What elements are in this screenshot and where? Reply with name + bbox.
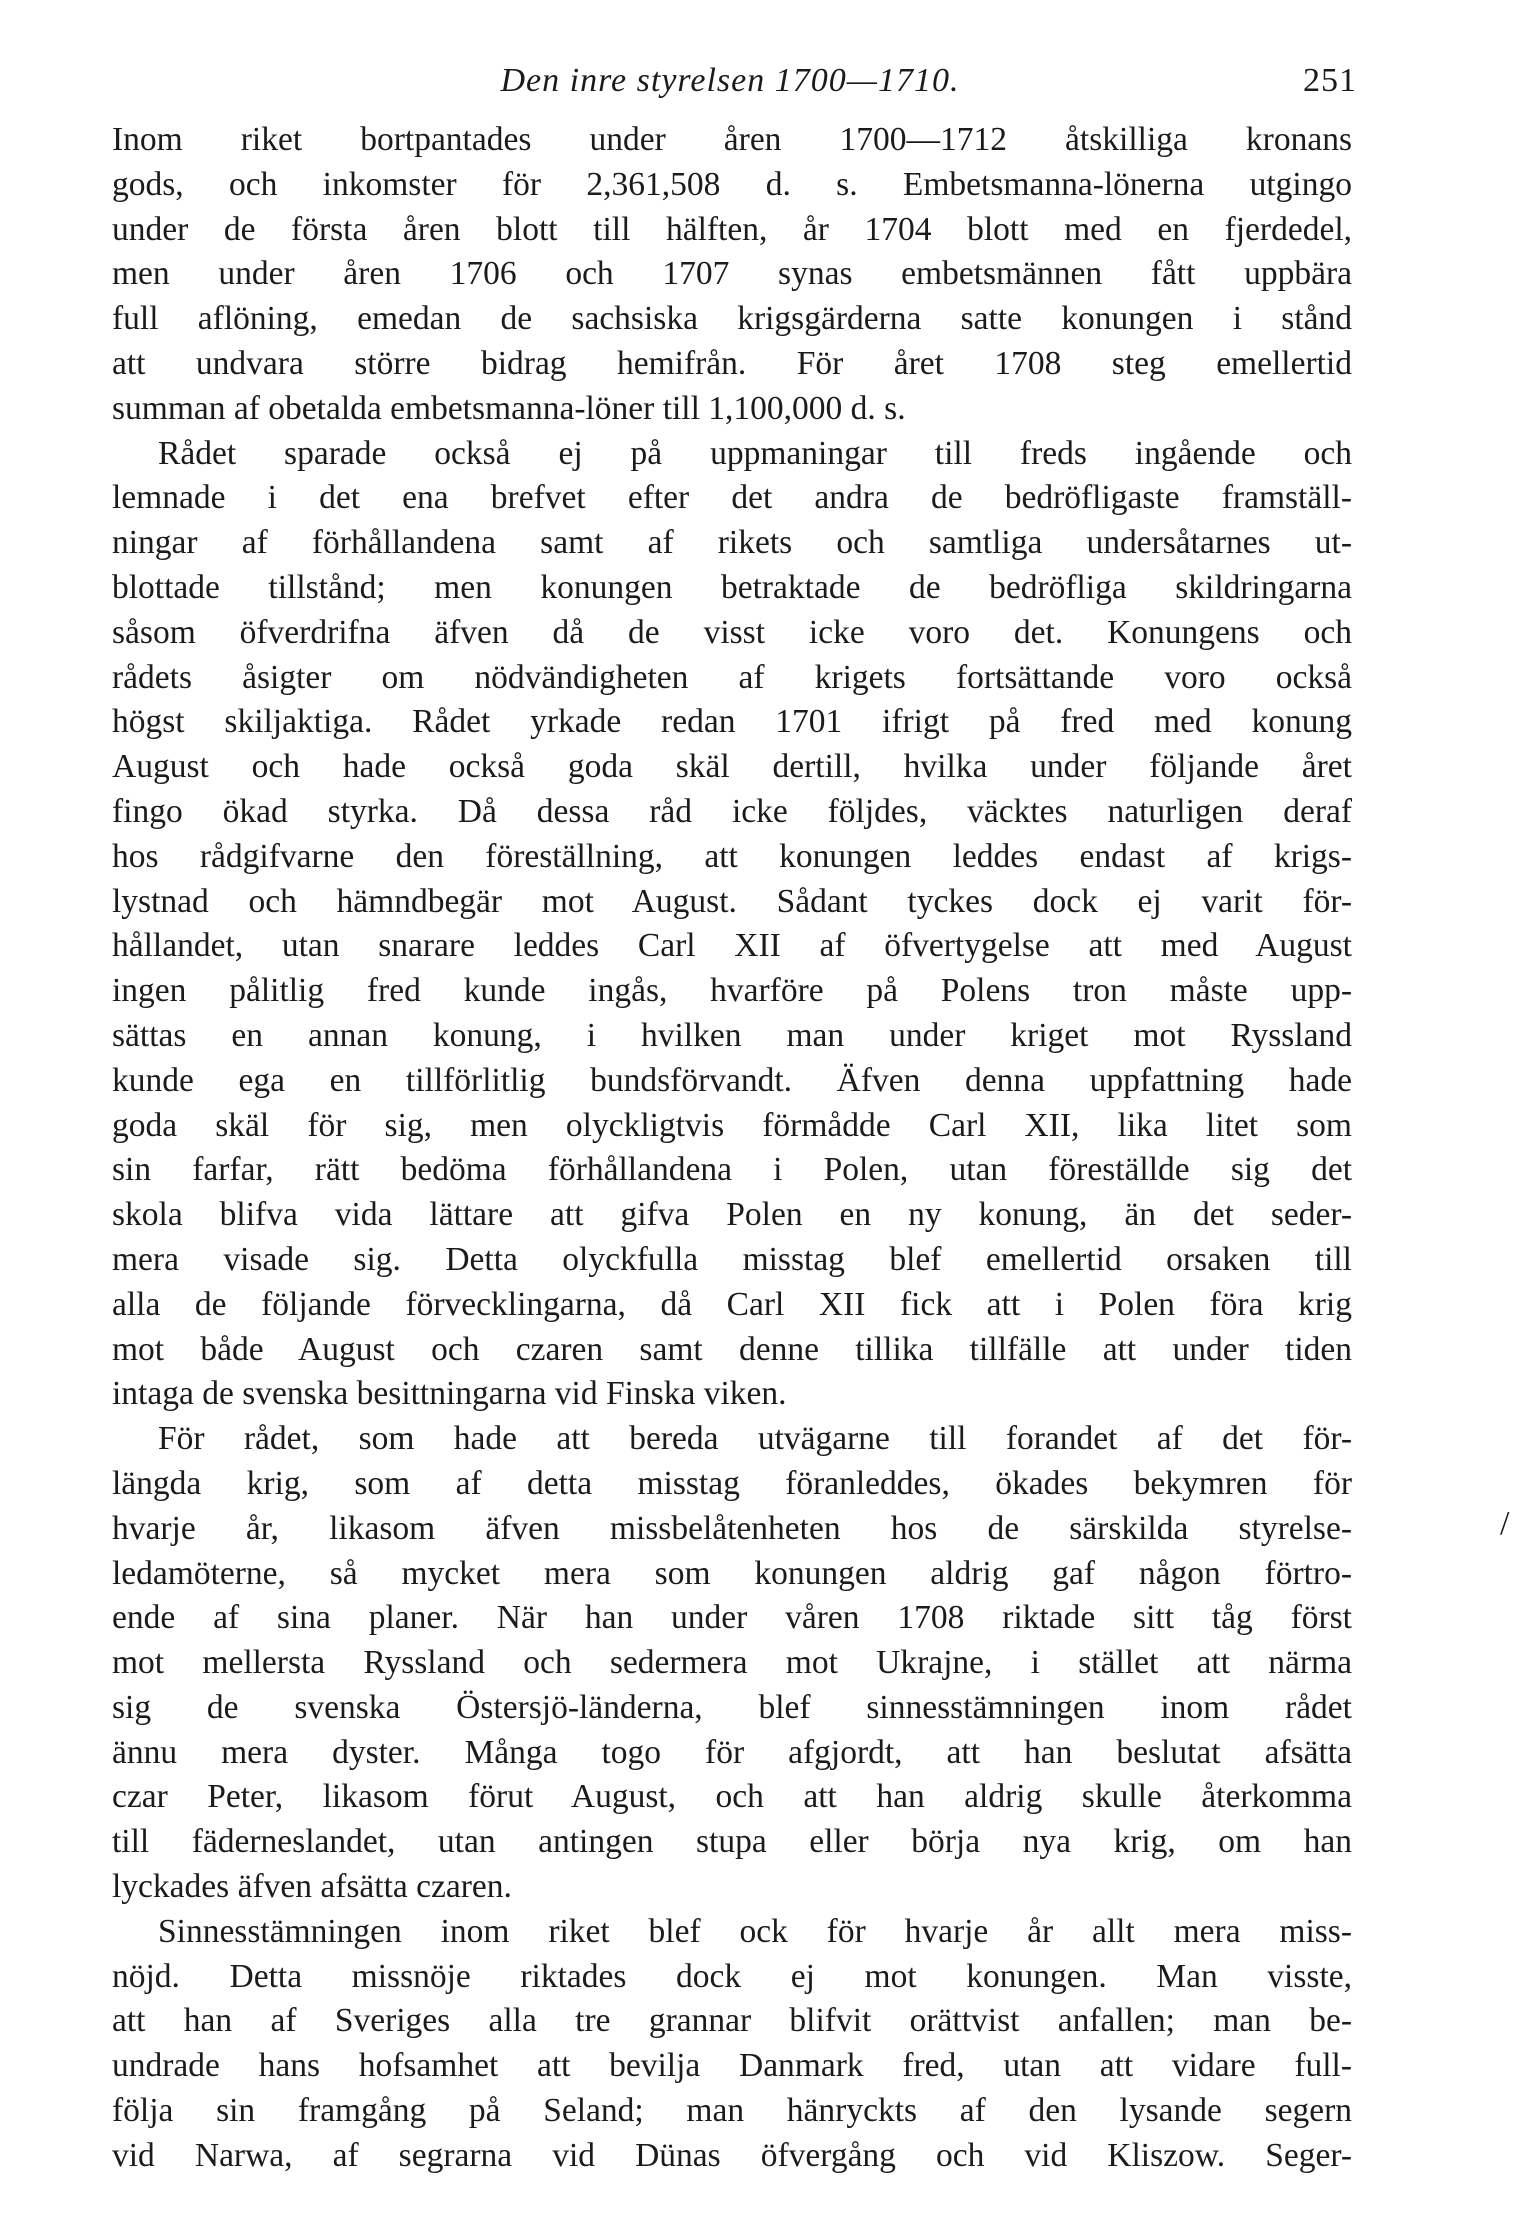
text-line: att undvara större bidrag hemifrån. För året 1708 steg emellertid: [112, 344, 1352, 382]
margin-mark: /: [1500, 1505, 1510, 1542]
paragraph-start-line: Rådet sparade också ej på uppmaningar till freds ingående och: [158, 434, 1352, 472]
text-line: gods, och inkomster för 2,361,508 d. s. Embetsmanna-lönerna utgingo: [112, 165, 1352, 203]
text-line: ende af sina planer. När han under våren 1708 riktade sitt tåg först: [112, 1599, 1352, 1637]
text-line: ingen pålitlig fred kunde ingås, hvarföre på Polens tron måste upp-: [112, 972, 1352, 1010]
text-line: sig de svenska Östersjö-länderna, blef sinnesstämningen inom rådet: [112, 1688, 1352, 1726]
text-line: lystnad och hämndbegär mot August. Sådant tyckes dock ej varit för-: [112, 882, 1352, 920]
text-line: mot mellersta Ryssland och sedermera mot Ukrajne, i stället att närma: [112, 1644, 1352, 1682]
text-line: kunde ega en tillförlitlig bundsförvandt. Äfven denna uppfattning hade: [112, 1061, 1352, 1099]
text-line: alla de följande förvecklingarna, då Carl XII fick att i Polen föra krig: [112, 1285, 1352, 1323]
text-line: czar Peter, likasom förut August, och att han aldrig skulle återkomma: [112, 1778, 1352, 1816]
text-line: rådets åsigter om nödvändigheten af krigets fortsättande voro också: [112, 658, 1352, 696]
text-line: fingo ökad styrka. Då dessa råd icke följdes, väcktes naturligen deraf: [112, 792, 1352, 830]
text-line: sin farfar, rätt bedöma förhållandena i Polen, utan föreställde sig det: [112, 1151, 1352, 1189]
text-line: ännu mera dyster. Många togo för afgjordt, att han beslutat afsätta: [112, 1733, 1352, 1771]
running-title: Den inre styrelsen 1700—1710.: [500, 62, 960, 99]
text-line: till fäderneslandet, utan antingen stupa eller börja nya krig, om han: [112, 1823, 1352, 1861]
text-line: summan af obetalda embetsmanna-löner till 1,100,000 d. s.: [112, 389, 906, 427]
text-line: mot både August och czaren samt denne tillika tillfälle att under tiden: [112, 1330, 1352, 1368]
text-line: intaga de svenska besittningarna vid Finska viken.: [112, 1375, 787, 1413]
text-line: hos rådgifvarne den föreställning, att konungen leddes endast af krigs-: [112, 837, 1352, 875]
text-line: Inom riket bortpantades under åren 1700—1712 åtskilliga kronans: [112, 121, 1352, 158]
text-line: ningar af förhållandena samt af rikets och samtliga undersåtarnes ut-: [112, 524, 1352, 562]
text-line: vid Narwa, af segrarna vid Dünas öfvergång och vid Kliszow. Seger-: [112, 2136, 1352, 2174]
text-line: full aflöning, emedan de sachsiska krigsgärderna satte konungen i stånd: [112, 300, 1352, 338]
text-line: undrade hans hofsamhet att bevilja Danmark fred, utan att vidare full-: [112, 2047, 1352, 2085]
text-line: blottade tillstånd; men konungen betraktade de bedröfliga skildringarna: [112, 568, 1352, 606]
body-text: [112, 118, 1352, 2179]
text-line: följa sin framgång på Seland; man hänryckts af den lysande segern: [112, 2092, 1352, 2130]
text-line: lyckades äfven afsätta czaren.: [112, 1868, 512, 1906]
text-line: att han af Sveriges alla tre grannar blifvit orättvist anfallen; man be-: [112, 2002, 1352, 2040]
paragraph-start-line: Sinnesstämningen inom riket blef ock för hvarje år allt mera miss-: [158, 1912, 1352, 1950]
text-line: hvarje år, likasom äfven missbelåtenheten hos de särskilda styrelse-: [112, 1509, 1352, 1547]
text-line: skola blifva vida lättare att gifva Polen en ny konung, än det seder-: [112, 1196, 1352, 1234]
text-line: mera visade sig. Detta olyckfulla misstag blef emellertid orsaken till: [112, 1240, 1352, 1278]
text-line: August och hade också goda skäl dertill, hvilka under följande året: [112, 748, 1352, 786]
text-line: under de första åren blott till hälften, år 1704 blott med en fjerdedel,: [112, 210, 1352, 248]
text-line: goda skäl för sig, men olyckligtvis förmådde Carl XII, lika litet som: [112, 1106, 1352, 1144]
text-line: nöjd. Detta missnöje riktades dock ej mot konungen. Man visste,: [112, 1957, 1352, 1995]
text-line: men under åren 1706 och 1707 synas embetsmännen fått uppbära: [112, 255, 1352, 293]
text-line: hållandet, utan snarare leddes Carl XII af öfvertygelse att med August: [112, 927, 1352, 965]
text-line: längda krig, som af detta misstag föranleddes, ökades bekymren för: [112, 1464, 1352, 1502]
text-line: sättas en annan konung, i hvilken man under kriget mot Ryssland: [112, 1016, 1352, 1054]
text-line: lemnade i det ena brefvet efter det andra de bedröfligaste framställ-: [112, 479, 1352, 517]
text-line: såsom öfverdrifna äfven då de visst icke voro det. Konungens och: [112, 613, 1352, 651]
paragraph-start-line: För rådet, som hade att bereda utvägarne till forandet af det för-: [158, 1420, 1352, 1458]
page-number: 251: [1303, 62, 1357, 99]
text-line: högst skiljaktiga. Rådet yrkade redan 1701 ifrigt på fred med konung: [112, 703, 1352, 741]
text-line: ledamöterne, så mycket mera som konungen aldrig gaf någon förtro-: [112, 1554, 1352, 1592]
